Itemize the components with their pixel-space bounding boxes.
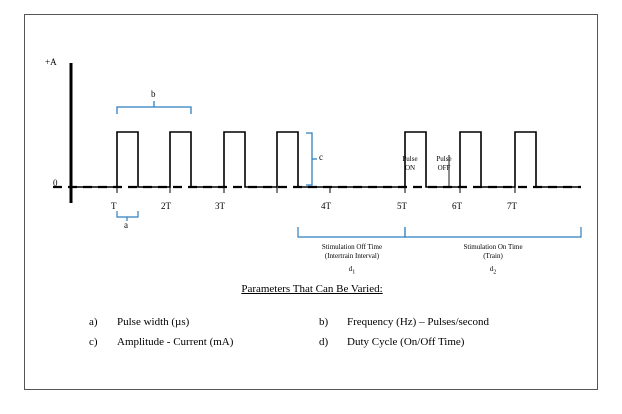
tick-label-5T: 5T — [397, 201, 407, 211]
param-key-c: c) — [89, 336, 98, 348]
param-text-b: Frequency (Hz) – Pulses/second — [347, 316, 490, 328]
y-axis-zero-label: 0 — [53, 178, 58, 188]
stimulation-off-time-note — [290, 243, 414, 276]
waveform-trace — [71, 132, 581, 187]
callout-a-label: a — [124, 220, 128, 230]
on-time-symbol: d — [489, 264, 494, 273]
param-key-b: b) — [319, 316, 329, 328]
table-row — [89, 313, 545, 331]
callout-c-bracket — [306, 133, 317, 185]
off-time-symbol-sub: 1 — [352, 268, 356, 275]
callout-b-label: b — [151, 89, 156, 99]
y-axis-top-label: +A — [45, 57, 57, 67]
tick-label-T: T — [111, 201, 117, 211]
off-time-symbol: d — [348, 264, 353, 273]
diagram-frame — [24, 14, 598, 390]
parameters-title-text: Parameters That Can Be Varied: — [241, 283, 383, 295]
param-key-a: a) — [89, 316, 98, 328]
tick-label-4T: 4T — [321, 201, 331, 211]
parameters-title — [25, 283, 599, 295]
pulse-on-line2: ON — [404, 164, 416, 173]
pulse-off-line2: OFF — [437, 164, 451, 173]
parameters-table — [87, 311, 547, 353]
off-time-line1: Stimulation Off Time — [321, 243, 383, 251]
tick-label-6T: 6T — [452, 201, 462, 211]
stimulation-on-time-note — [431, 243, 555, 276]
tick-label-3T: 3T — [215, 201, 225, 211]
pulse-on-label — [393, 155, 427, 173]
param-text-c: Amplitude - Current (mA) — [117, 336, 234, 348]
tick-label-7T: 7T — [507, 201, 517, 211]
off-time-line2: (Intertrain Interval) — [324, 251, 380, 260]
param-text-d: Duty Cycle (On/Off Time) — [347, 336, 465, 348]
on-time-bracket — [405, 227, 581, 237]
off-time-bracket — [298, 227, 405, 237]
on-time-line1: Stimulation On Time — [463, 243, 523, 251]
callout-b-brace — [117, 101, 191, 114]
callout-c-label: c — [319, 152, 323, 162]
pulse-on-line1: Pulse — [402, 155, 418, 163]
tick-label-2T: 2T — [161, 201, 171, 211]
pulse-off-line1: Pulse — [436, 155, 452, 163]
pulse-off-label — [427, 155, 461, 173]
on-time-line2: (Train) — [483, 251, 503, 260]
table-row — [89, 333, 545, 351]
on-time-symbol-sub: 2 — [493, 268, 497, 275]
param-text-a: Pulse width (µs) — [117, 316, 190, 328]
param-key-d: d) — [319, 336, 329, 348]
